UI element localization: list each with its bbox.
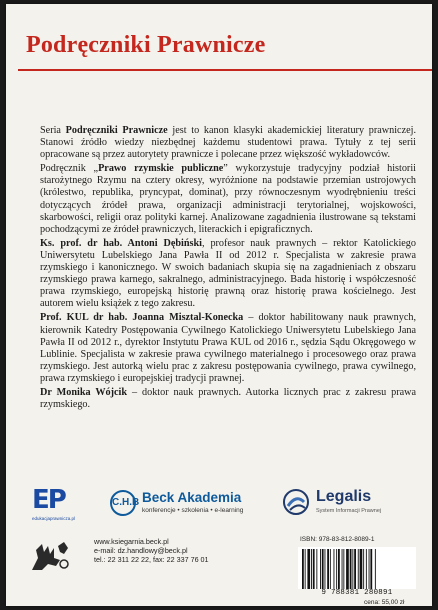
barcode-bar [354, 549, 356, 589]
beck-akademia-logo [110, 490, 260, 524]
website-link[interactable]: www.ksiegarnia.beck.pl [94, 537, 169, 546]
barcode-bar [363, 549, 364, 589]
ep-logo-caption: edukacjaprawnicza.pl [32, 516, 76, 521]
legalis-logo [282, 488, 402, 524]
author-bio: – doktor habilitowany nauk prawnych, kierownik Katedry Postępowania Cywilnego Katolickiego Uniwersytetu Lubelskiego Jana Pawła II od 2012 r., dyrektor Instytutu Prawa KUL od 2016 r., sędzia Sądu Okręgowego w Lublinie. Specjalista w zakresie prawa cywilnego materialnego i procesowego oraz prawa rzymskiego. Jest autorką wielu prac z zakresu postępowania cywilnego, prawa cywilnego, prawa rzymskiego i europejskiej tradycji prawnej. [40, 312, 417, 384]
series-title: Podręczniki Prawnicze [26, 32, 266, 58]
barcode [298, 547, 416, 589]
barcode-bar [336, 549, 337, 589]
book-title: Prawo rzymskie publiczne [98, 163, 224, 175]
barcode-bar [369, 549, 370, 589]
beck-akademia-icon: C.H.B [110, 490, 136, 516]
legalis-tagline: System Informacji Prawnej [316, 508, 382, 514]
barcode-bar [305, 549, 306, 589]
barcode-bar [313, 549, 315, 589]
barcode-bar [350, 549, 352, 589]
barcode-bar [334, 549, 335, 589]
legalis-globe-icon [282, 488, 310, 516]
ep-logo-mark: EP [32, 485, 65, 515]
barcode-bar [330, 549, 331, 589]
author-bio: – doktor nauk prawnych. Autorka licznych prac z zakresu prawa rzymskiego. [40, 386, 416, 411]
barcode-bar [366, 549, 367, 589]
intro-paragraph [40, 125, 416, 161]
barcode-bar [375, 549, 376, 589]
barcode-bar [320, 549, 321, 589]
author-paragraph [40, 312, 416, 385]
barcode-bar [316, 549, 317, 589]
barcode-bar [358, 549, 359, 589]
barcode-bar [360, 549, 363, 589]
publisher-crest-icon [28, 538, 72, 574]
intro-rest: jest to kanon klasyki akademickiej literatury prawniczej. Stanowi źródło wiedzy niezbędnej każdemu studentowi prawa. Tytuły z tej serii opracowane są przez autorytety prawnicze i polecane przez większość wykładowców. [40, 125, 416, 161]
series-name: Podręczniki Prawnicze [65, 125, 168, 136]
ep-logo [32, 486, 82, 526]
barcode-bar [311, 549, 312, 589]
author-name: Ks. prof. dr hab. Antoni Dębiński [40, 237, 202, 249]
publisher-contact [94, 537, 209, 564]
barcode-bar [346, 549, 349, 589]
barcode-bar [307, 549, 310, 589]
barcode-bar [325, 549, 326, 589]
book-paragraph [40, 163, 416, 236]
phone-fax: tel.: 22 311 22 22, fax: 22 337 76 01 [94, 555, 209, 564]
author-paragraph [40, 387, 416, 411]
barcode-bar [343, 549, 344, 589]
barcode-bar [302, 549, 304, 589]
title-divider [18, 69, 432, 71]
intro-prefix: Seria [40, 125, 66, 136]
email-link[interactable]: e-mail: dz.handlowy@beck.pl [94, 546, 188, 555]
partner-logos [6, 486, 432, 526]
book-back-cover [6, 4, 432, 606]
barcode-bar [352, 549, 353, 589]
price: cena: 55,00 zł [364, 599, 405, 606]
author-bio: , profesor nauk prawnych – rektor Katolickiego Uniwersytetu Lubelskiego Jana Pawła II od 2012 r. Specjalista w zakresie prawa rzymskiego i kanonicznego. W swoich badaniach skupia się na zagadnieniach z obszaru rzymskiego prawa karnego, sakralnego, administracyjnego. Bada historię i współczesność prawa rzymskiego, europejską historię prawną oraz historię prawa kościelnego. Jest autorem wielu książek z tego zakresu. [40, 237, 416, 310]
barcode-bar [322, 549, 324, 589]
barcode-digits: 9 788381 280891 [321, 589, 393, 597]
book-prefix: Podręcznik „ [40, 163, 99, 175]
book-description: ” wykorzystuje tradycyjny podział historii starożytnego Rzymu na cztery okresy, wyróżnione na podstawie przemian ustrojowych (królestwo, republika, pryncypat, dominat), przy równoczesnym wyodrębnieniu treści dotyczących źródeł prawa, organizacji administracji terytorialnej, wojskowości, skarbowości, religii oraz polityki karnej. Analizowane zagadnienia ilustrowane są tekstami pochodzącymi ze źródeł prawniczych, literackich i epigraficznych. [40, 163, 416, 235]
legalis-name: Legalis [316, 488, 372, 505]
author-name: Prof. KUL dr hab. Joanna Misztal-Konecka [40, 312, 244, 324]
author-name: Dr Monika Wójcik [40, 386, 128, 398]
footer [6, 534, 432, 606]
barcode-bar [338, 549, 340, 589]
barcode-bar [342, 549, 343, 589]
beck-akademia-name: Beck Akademia [142, 490, 242, 505]
beck-akademia-tagline: konferencje • szkolenia • e-learning [142, 507, 244, 514]
barcode-bar [370, 549, 372, 589]
isbn-number: ISBN: 978-83-812-8089-1 [300, 536, 375, 543]
author-paragraph [40, 238, 416, 311]
description-text [40, 125, 416, 413]
barcode-bar [327, 549, 329, 589]
